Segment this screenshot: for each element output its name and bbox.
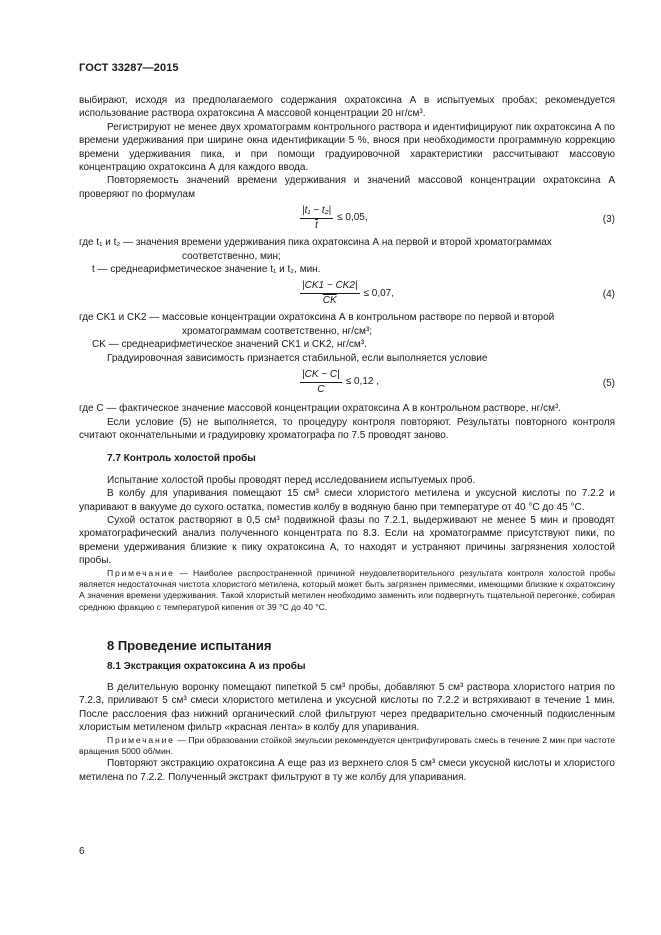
legend-line: CK — среднеарифметическое значений CK1 и CK2, нг/см³. xyxy=(92,339,367,351)
formula-3-legend xyxy=(79,236,615,276)
paragraph: Регистрируют не менее двух хроматограмм контрольного раствора и идентифицируют пик охратоксина А по времени удерживания при ширине окна идентификации 5 %, внося при необходимости программную коррекцию времени удерживания пика, и при помощи градуировочной характеристики рассчитывают массовую концентрацию охратоксина А для каждого ввода. xyxy=(79,121,615,174)
formula-4-number: (4) xyxy=(602,289,615,301)
formula-5-fraction xyxy=(300,368,342,396)
formula-4-numerator: |CK1 − CK2| xyxy=(300,279,360,293)
note-2 xyxy=(79,735,615,758)
formula-5 xyxy=(79,368,615,400)
formula-5-number: (5) xyxy=(602,378,615,390)
legend-line: где t₁ и t₂ — значения времени удерживания пика охратоксина А на первой и второй хроматограммах xyxy=(79,237,552,249)
legend-line: соответственно, мин; xyxy=(182,250,281,262)
formula-4 xyxy=(79,279,615,309)
formula-5-numerator: |CK − C| xyxy=(300,368,342,382)
paragraph: Градуировочная зависимость признается стабильной, если выполняется условие xyxy=(107,352,488,364)
formula-5-denominator: C xyxy=(317,383,325,395)
note-1 xyxy=(79,568,615,614)
standard-header: ГОСТ 33287—2015 xyxy=(79,62,179,74)
formula-3-number: (3) xyxy=(602,214,615,226)
note-text: — Наиболее распространенной причиной неудовлетворительного результата контроля холостой пробы является недостаточная чистота хлористого метилена, который может быть загрязнен примесями, имеющими близкие к охратоксину А значения времени удерживания. Такой хлористый метилен необходимо заменить или подвергнуть тщательной перегонке, собирая среднюю фракцию с температурой кипения от 39 °С до 40 °С. xyxy=(79,567,615,612)
paragraph: В колбу для упаривания помещают 15 см³ смеси хлористого метилена и уксусной кислоты по 7.2.2 и упаривают в вакууме до сухого остатка, поместив колбу в водяную баню при температуре от 40 °С до 45 °С. xyxy=(79,488,615,513)
note-label: Примечание xyxy=(107,567,175,578)
legend-line: где C — фактическое значение массовой концентрации охратоксина А в контрольном растворе, нг/см³. xyxy=(79,403,562,415)
legend-line: где CK1 и CK2 — массовые концентрации охратоксина А в контрольном растворе по первой и второй xyxy=(79,312,555,324)
page-number: 6 xyxy=(79,846,85,857)
paragraph: Повторяемость значений времени удерживания и значений массовой концентрации охратоксина А проверяют по формулам xyxy=(79,175,615,200)
section-8-heading: 8 Проведение испытания xyxy=(107,638,272,654)
formula-3-numerator: |t₁ − t₂| xyxy=(300,204,333,218)
formula-4-denominator: CK xyxy=(322,294,337,306)
formula-4-fraction xyxy=(300,279,360,307)
paragraph: Если условие (5) не выполняется, то процедуру контроля повторяют. Результаты повторного контроля считают окончательными и градуировку хроматографа по 7.5 проводят заново. xyxy=(79,416,615,441)
formula-3-relation: ≤ 0,05, xyxy=(337,212,368,224)
section-7-7-heading: 7.7 Контроль холостой пробы xyxy=(107,453,256,465)
paragraph: Повторяют экстракцию охратоксина А еще раз из верхнего слоя 5 см³ смеси уксусной кислоты и хлористого метилена по 7.2.2. Полученный экстракт фильтруют в ту же колбу для упаривания. xyxy=(79,758,615,783)
legend-line: хроматограммам соответственно, нг/см³; xyxy=(182,325,373,337)
legend-line: t — среднеарифметическое значение t₁ и t₂, мин. xyxy=(92,264,321,276)
formula-4-relation: ≤ 0,07, xyxy=(363,287,395,299)
section-8-1-heading: 8.1 Экстракция охратоксина А из пробы xyxy=(107,660,306,672)
formula-5-relation: ≤ 0,12 , xyxy=(345,376,380,388)
formula-3-fraction xyxy=(300,204,333,232)
formula-4-legend xyxy=(79,311,615,351)
formula-3 xyxy=(79,204,615,234)
document-body xyxy=(79,94,615,784)
paragraph: Сухой остаток растворяют в 0,5 см³ подвижной фазы по 7.2.1, выдерживают не менее 5 мин и проводят хроматографический анализ полученного концентрата по 8.3. Если на хроматограмме присутствуют пики, по времени удерживания близкие к пику охратоксина А, то находят и устраняют причины загрязнения холостой пробы. xyxy=(79,514,615,567)
paragraph: выбирают, исходя из предполагаемого содержания охратоксина А в испытуемых пробах; рекомендуется использование раствора охратоксина А массовой концентрации 20 нг/см³. xyxy=(79,95,615,120)
note-text: — При образовании стойкой эмульсии рекомендуется центрифугировать смесь в течение 2 мин при частоте вращения 5000 об/мин. xyxy=(79,734,615,757)
formula-3-denominator: t xyxy=(315,219,318,231)
paragraph: В делительную воронку помещают пипеткой 5 см³ пробы, добавляют 5 см³ раствора хлористого натрия по 7.2.3, приливают 5 см³ смеси хлористого метилена и уксусной кислоты по 7.2.2 и встряхивают в течение 1 мин. После расслоения фаз нижний органический слой фильтруют через предварительно смоченный подкисленным хлористым метиленом фильтр «красная лента» в колбу для упаривания. xyxy=(79,682,615,734)
note-label: Примечание xyxy=(107,734,175,745)
paragraph: Испытание холостой пробы проводят перед исследованием испытуемых проб. xyxy=(107,474,476,486)
